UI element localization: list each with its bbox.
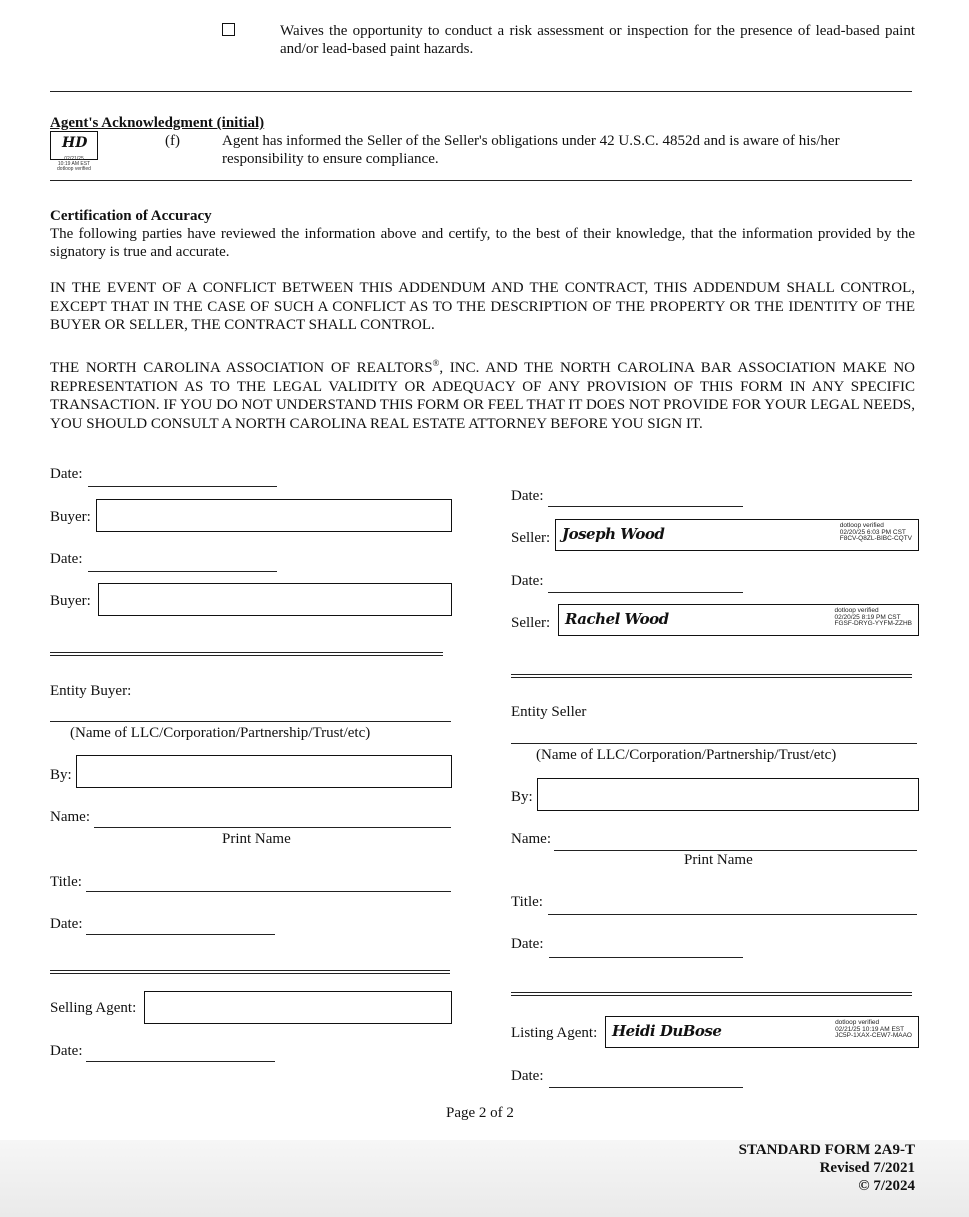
buyer1-signature-box[interactable] (96, 499, 452, 532)
entity-buyer-hint: (Name of LLC/Corporation/Partnership/Trust/etc) (70, 725, 371, 741)
selling-agent-date-label: Date: (50, 1043, 83, 1059)
selling-agent-date-field[interactable] (86, 1061, 275, 1062)
waiver-text: Waives the opportunity to conduct a risk assessment or inspection for the presence of lead-based paint and/or lead-based paint hazards. (280, 23, 915, 57)
seller2-signature: Rachel Wood (565, 610, 669, 628)
listing-agent-date-field[interactable] (549, 1087, 743, 1088)
divider (50, 180, 912, 181)
seller1-signature: Joseph Wood (562, 525, 665, 543)
initials-verification: 02/21/25 10:19 AM EST dotloop verified (57, 156, 91, 172)
buyer2-date-label: Date: (50, 551, 83, 567)
buyer-entity-date-label: Date: (50, 916, 83, 932)
agent-ack-letter: (f) (165, 133, 180, 149)
buyer-by-signature-box[interactable] (76, 755, 452, 788)
buyer-title-label: Title: (50, 874, 82, 890)
buyer1-date-field[interactable] (88, 486, 277, 487)
entity-buyer-name-field[interactable] (50, 721, 451, 722)
listing-agent-signature-box[interactable] (605, 1016, 919, 1048)
entity-seller-hint: (Name of LLC/Corporation/Partnership/Trust/etc) (536, 747, 837, 763)
seller-entity-date-field[interactable] (549, 957, 743, 958)
seller-entity-date-label: Date: (511, 936, 544, 952)
certification-text: The following parties have reviewed the information above and certify, to the best of their knowledge, that the information provided by the signatory is true and accurate. (50, 226, 915, 260)
selling-agent-label: Selling Agent: (50, 1000, 137, 1016)
divider (511, 674, 912, 678)
conflict-text: IN THE EVENT OF A CONFLICT BETWEEN THIS ADDENDUM AND THE CONTRACT, THIS ADDENDUM SHALL CONTROL, EXCEPT THAT IN THE CASE OF SUCH A CONFLICT AS TO THE DESCRIPTION OF THE PROPERTY OR THE IDENTITY OF THE BUYER OR SELLER, THE CONTRACT SHALL CONTROL. (50, 280, 915, 333)
entity-seller-name-field[interactable] (511, 743, 917, 744)
selling-agent-signature-box[interactable] (144, 991, 452, 1024)
seller-by-signature-box[interactable] (537, 778, 919, 811)
divider (50, 652, 443, 656)
seller1-date-label: Date: (511, 488, 544, 504)
agent-ack-heading: Agent's Acknowledgment (initial) (50, 115, 265, 131)
seller1-verification: dotloop verified 02/20/25 6:03 PM CST F8CV-Q8ZL-BIBC-CQTV (839, 522, 912, 542)
form-id: STANDARD FORM 2A9-T Revised 7/2021 © 7/2024 (738, 1142, 915, 1194)
buyer-name-label: Name: (50, 809, 90, 825)
waiver-checkbox[interactable] (222, 23, 235, 36)
seller1-label: Seller: (511, 530, 551, 546)
buyer-title-field[interactable] (86, 891, 451, 892)
seller-title-label: Title: (511, 894, 543, 910)
agent-ack-text: Agent has informed the Seller of the Seller's obligations under 42 U.S.C. 4852d and is aware of his/her responsibility to ensure compliance. (222, 133, 840, 167)
buyer2-signature-box[interactable] (98, 583, 452, 616)
seller-name-label: Name: (511, 831, 551, 847)
entity-seller-label: Entity Seller (511, 704, 587, 720)
seller-title-field[interactable] (548, 914, 917, 915)
certification-heading: Certification of Accuracy (50, 208, 212, 224)
agent-initials: HD (62, 135, 88, 151)
listing-agent-verification: dotloop verified 02/21/25 10:19 AM EST JC5P-1XAX-CEW7-MAAO (835, 1019, 912, 1039)
buyer-entity-date-field[interactable] (86, 934, 275, 935)
seller2-label: Seller: (511, 615, 551, 631)
listing-agent-signature: Heidi DuBose (612, 1022, 722, 1040)
buyer2-date-field[interactable] (88, 571, 277, 572)
seller2-date-label: Date: (511, 573, 544, 589)
buyer1-label: Buyer: (50, 509, 91, 525)
divider (50, 970, 450, 974)
seller-print-name-hint: Print Name (684, 852, 753, 868)
divider (50, 91, 912, 92)
seller1-signature-box[interactable] (555, 519, 919, 551)
disclaimer-text: THE NORTH CAROLINA ASSOCIATION OF REALTORS®, INC. AND THE NORTH CAROLINA BAR ASSOCIATION MAKE NO REPRESENTATION AS TO THE LEGAL VALIDITY OR ADEQUACY OF ANY PROVISION OF THIS FORM IN ANY SPECIFIC TRANSACTION. IF YOU DO NOT UNDERSTAND THIS FORM OR FEEL THAT IT DOES NOT PROVIDE FOR YOUR LEGAL NEEDS, YOU SHOULD CONSULT A NORTH CAROLINA REAL ESTATE ATTORNEY BEFORE YOU SIGN IT. (50, 358, 915, 432)
divider (511, 992, 912, 996)
listing-agent-date-label: Date: (511, 1068, 544, 1084)
page-number: Page 2 of 2 (446, 1105, 514, 1121)
buyer-print-name-hint: Print Name (222, 831, 291, 847)
seller-by-label: By: (511, 789, 533, 805)
seller1-date-field[interactable] (548, 506, 743, 507)
buyer-by-label: By: (50, 767, 72, 783)
listing-agent-label: Listing Agent: (511, 1025, 598, 1041)
entity-buyer-label: Entity Buyer: (50, 683, 132, 699)
buyer1-date-label: Date: (50, 466, 83, 482)
seller2-verification: dotloop verified 02/20/25 8:19 PM CST FGSF-DRYG-YYFM-ZZHB (834, 607, 912, 627)
seller2-date-field[interactable] (548, 592, 743, 593)
seller2-signature-box[interactable] (558, 604, 919, 636)
buyer-name-field[interactable] (94, 827, 451, 828)
buyer2-label: Buyer: (50, 593, 91, 609)
